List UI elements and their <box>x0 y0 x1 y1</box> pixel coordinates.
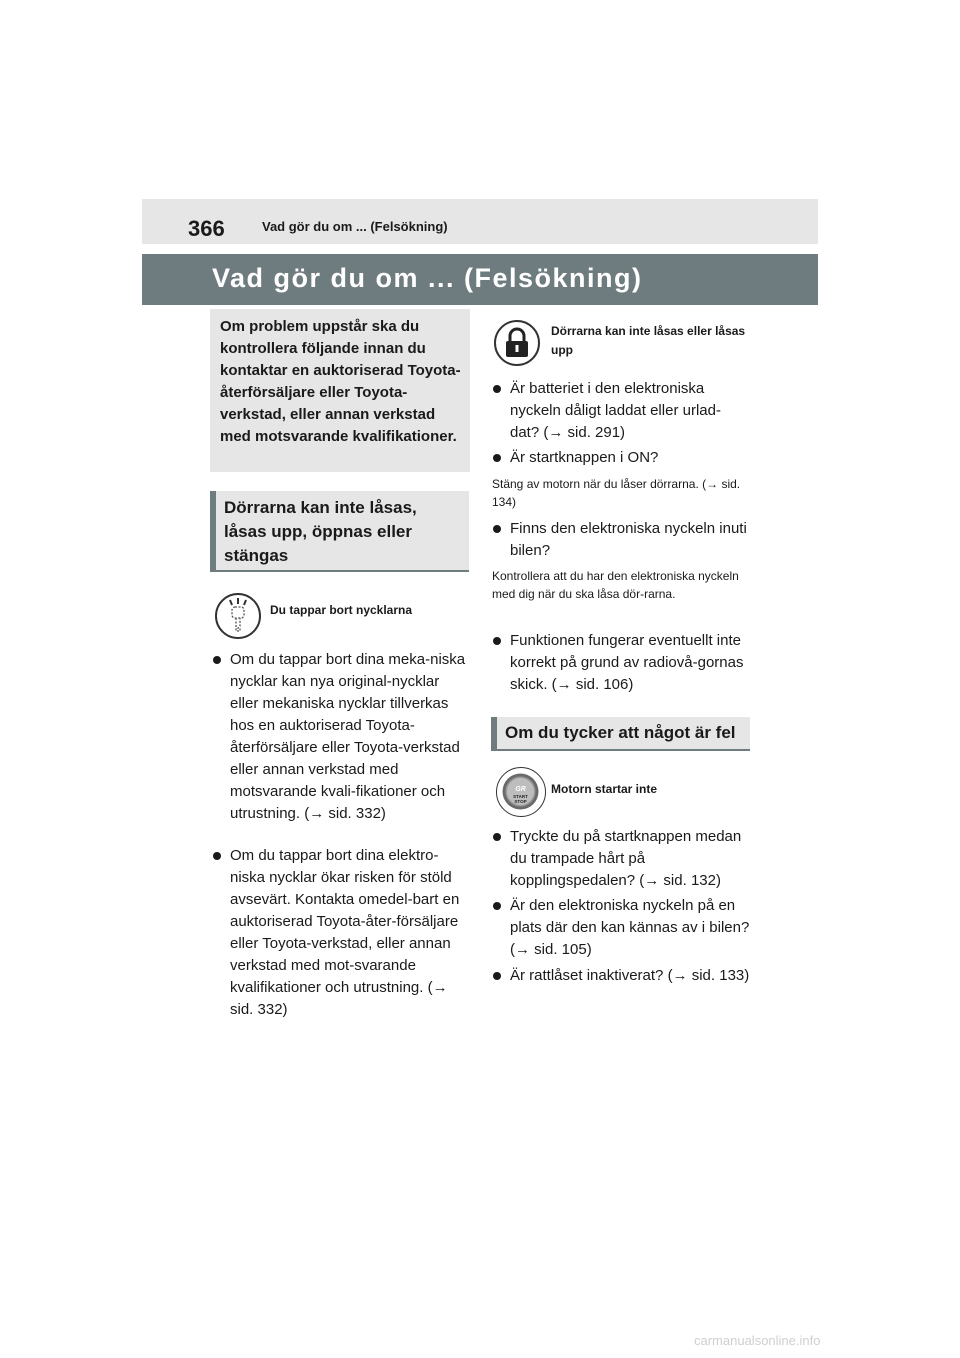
engine-label: Motorn startar inte <box>551 782 658 796</box>
list-item: Om du tappar bort dina meka-niska nycklar kan nya original-nycklar eller mekaniska nycklar tillverkas hos en auktoriserad Toyota-återförsäljare eller Toyota-verkstad eller annan verkstad med motsvarande kvali-fikationer och utrustning. (→ sid. 332) <box>212 649 466 825</box>
start-stop-button-icon <box>496 767 546 817</box>
intro-box: Om problem uppstår ska du kontrollera följande innan du kontaktar en auktoriserad Toyota-återförsäljare eller Toyota-verkstad, eller annan verkstad med motsvarande kvalifikationer. <box>210 309 470 472</box>
button-brand: GR <box>515 786 526 793</box>
button-start-text: START <box>513 794 528 799</box>
list-item: Är rattlåset inaktiverat? (→ sid. 133) <box>492 965 750 987</box>
page-number: 366 <box>188 216 225 241</box>
section-header-fault: Om du tycker att något är fel <box>491 717 750 751</box>
page-title: Vad gör du om ... (Felsökning) <box>212 263 643 293</box>
padlock-icon-graphic <box>496 322 538 364</box>
list-item: Är startknappen i ON? <box>492 447 750 469</box>
list-item: Finns den elektroniska nyckeln inuti bilen? <box>492 518 750 562</box>
key-icon <box>215 593 261 639</box>
button-stop-text: STOP <box>514 799 527 804</box>
key-icon-graphic <box>217 595 259 637</box>
section-header-doors: Dörrarna kan inte låsas, låsas upp, öppnas eller stängas <box>210 491 469 572</box>
watermark: carmanualsonline.info <box>694 1333 821 1348</box>
running-header-bar <box>142 199 818 244</box>
start-stop-button-graphic <box>497 768 544 815</box>
list-item: Tryckte du på startknappen medan du trampade hårt på kopplingspedalen? (→ sid. 132) <box>492 826 750 892</box>
list-item: Funktionen fungerar eventuellt inte korrekt på grund av radiovå-gornas skick. (→ sid. 106) <box>492 630 750 696</box>
padlock-icon <box>494 320 540 366</box>
lock-label: Dörrarna kan inte låsas eller låsas upp <box>551 324 746 357</box>
running-title: Vad gör du om ... (Felsökning) <box>262 219 448 234</box>
list-item: Är den elektroniska nyckeln på en plats där den kan kännas av i bilen? (→ sid. 105) <box>492 895 750 961</box>
list-item: Om du tappar bort dina elektro-niska nycklar ökar risken för stöld avsevärt. Kontakta omedel-bart en auktoriserad Toyota-åter-försäljare eller Toyota-verkstad, eller annan verkstad med mot-svarande kvalifikationer och utrustning. (→ sid. 332) <box>212 845 466 1021</box>
lost-keys-label: Du tappar bort nycklarna <box>270 603 413 617</box>
note-text: Kontrollera att du har den elektroniska nyckeln med dig när du ska låsa dör-rarna. <box>492 569 739 601</box>
note-text: Stäng av motorn när du låser dörrarna. (→ sid. 134) <box>492 477 741 509</box>
list-item: Är batteriet i den elektroniska nyckeln dåligt laddat eller urlad-dat? (→ sid. 291) <box>492 378 750 444</box>
